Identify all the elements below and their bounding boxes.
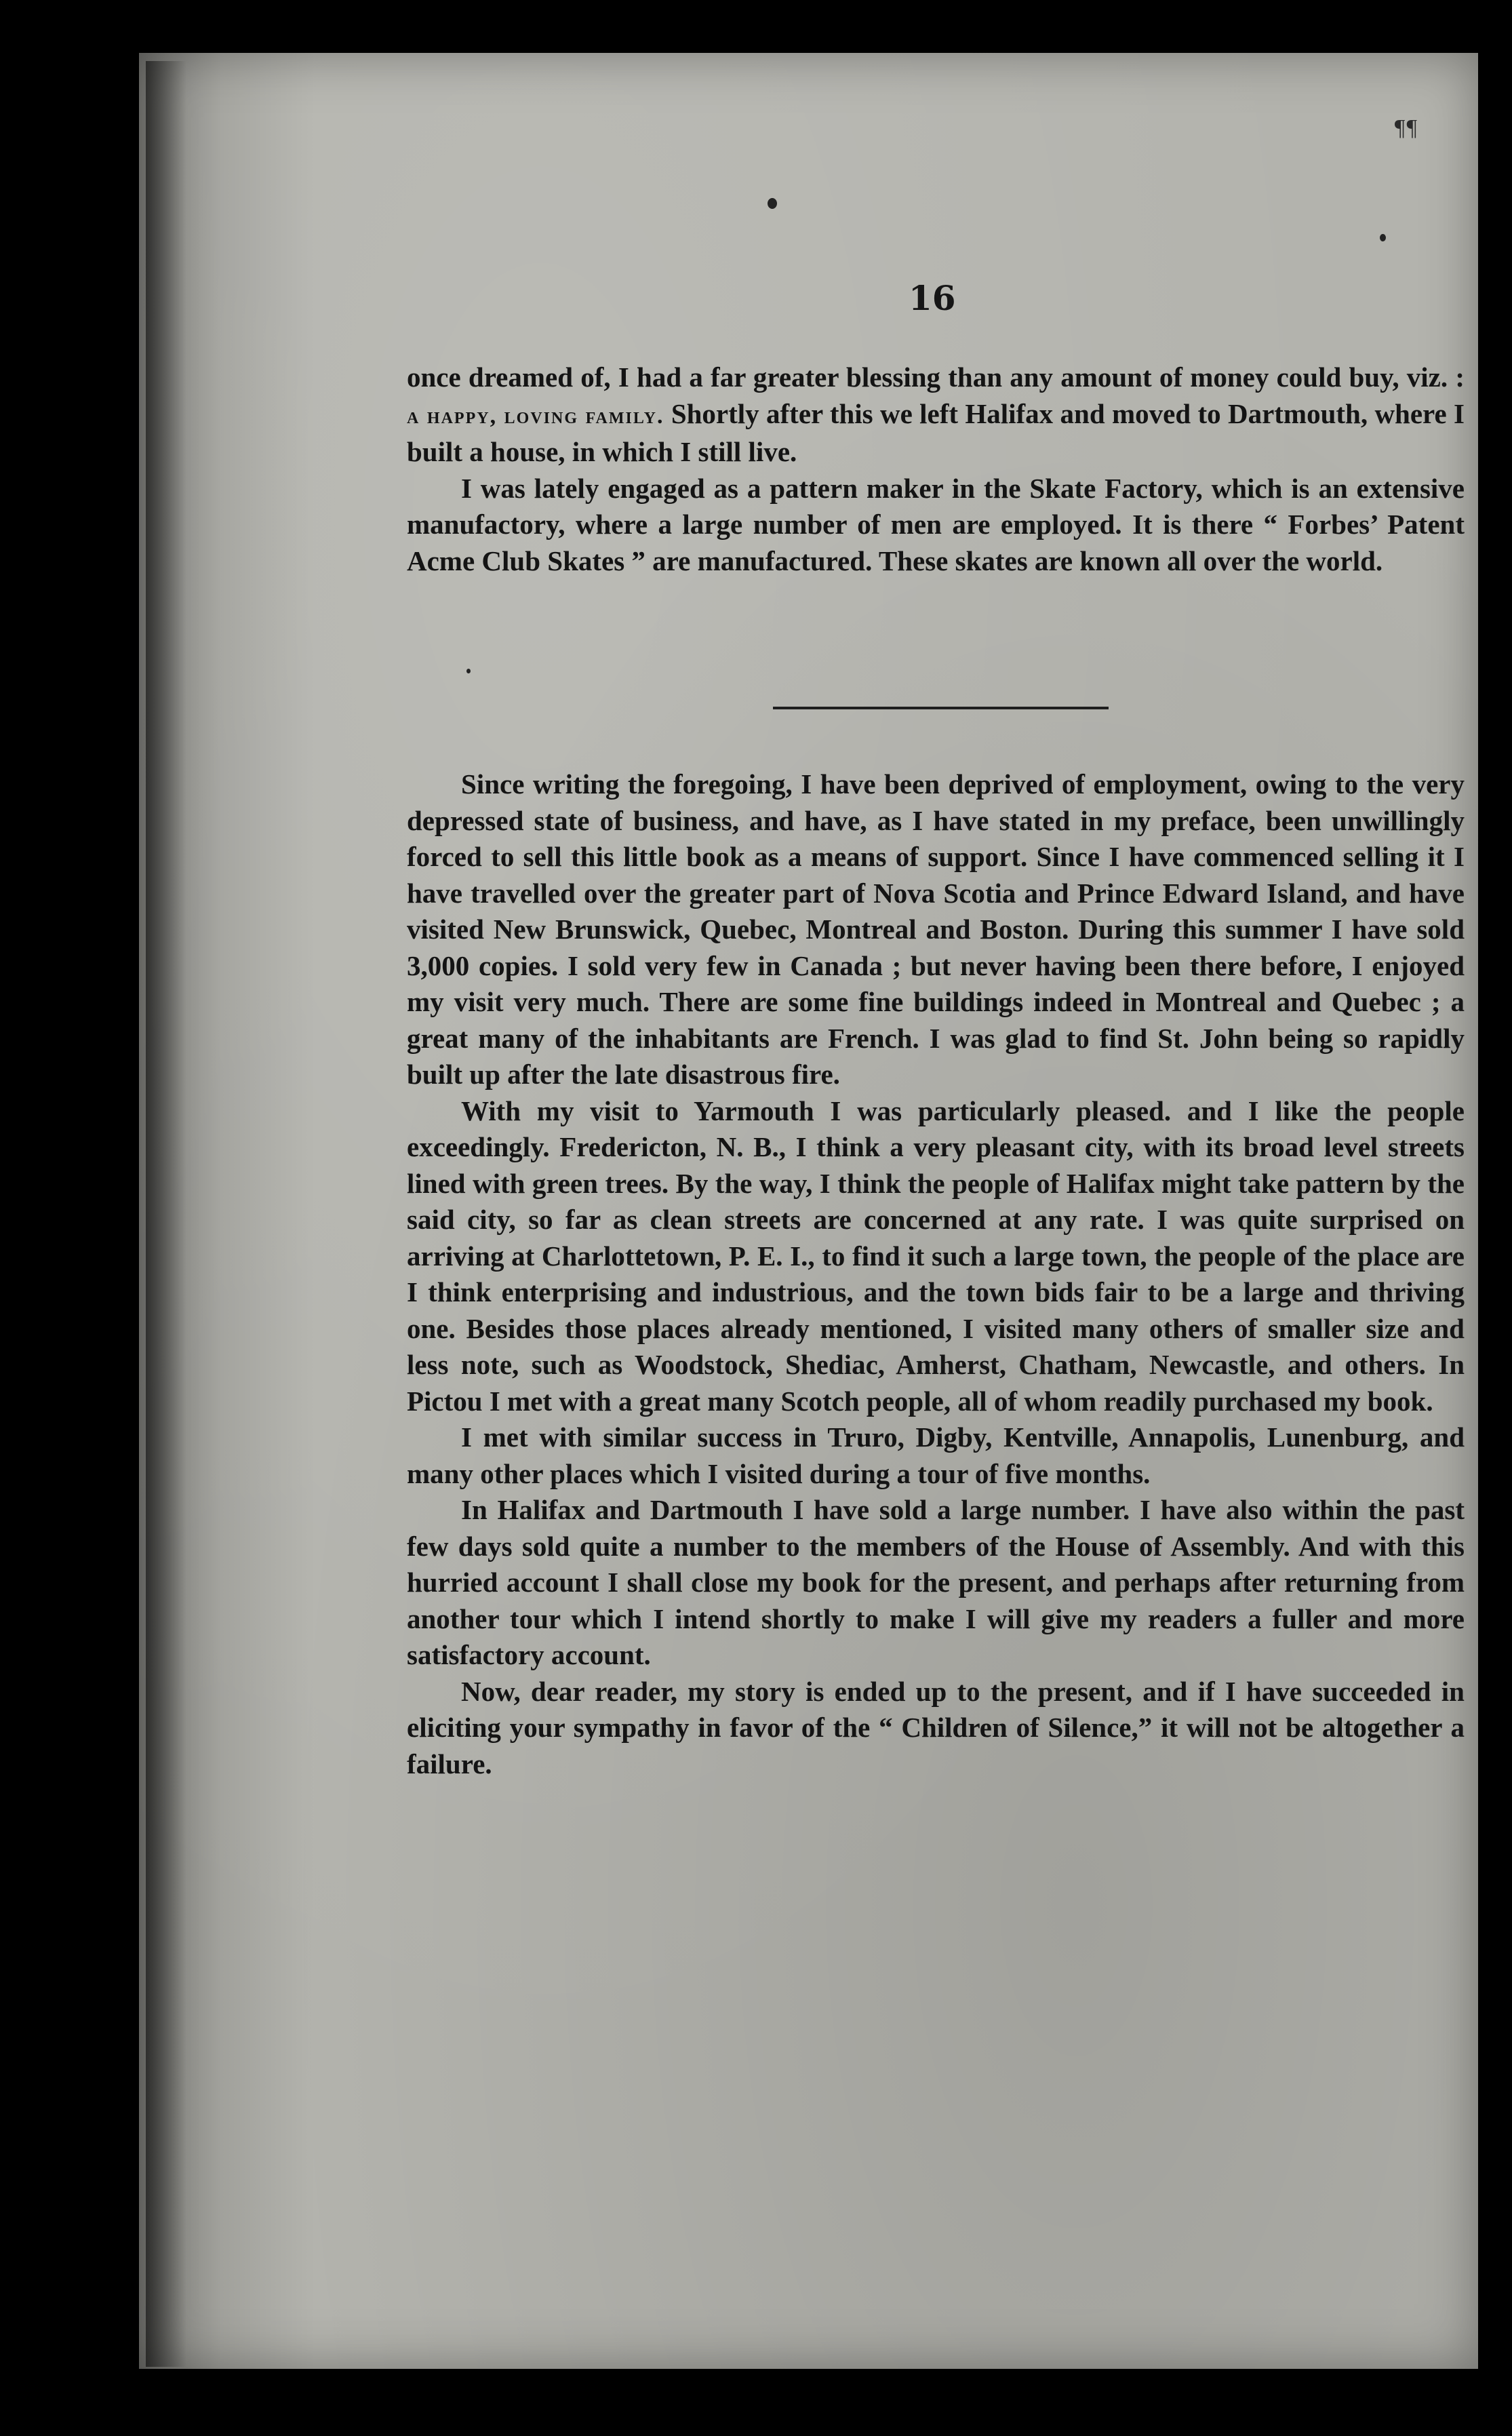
corner-mark: ¶¶ — [1393, 115, 1418, 140]
paragraph-text: Shortly after this we left Halifax and moved to Dartmouth, where I built a house, in which I still live. — [407, 397, 1465, 467]
paragraph-text: once dreamed of, I had a far greater blessing than any amount of money could buy, viz. : — [407, 361, 1465, 393]
page-number: 16 — [909, 278, 956, 318]
ink-speck — [1380, 234, 1386, 241]
bottom-text-block — [407, 766, 1465, 1782]
paragraph: With my visit to Yarmouth I was particularly pleased. and I like the people exceedingly. Fredericton, N. B., I think a very pleasant city, with its broad level streets lined with green trees. By the way, I think the people of Halifax might take pattern by the said city, so far as clean streets are concerned at any rate. I was quite surprised on arriving at Charlottetown, P. E. I., to find it such a large town, the people of the place are I think enterprising and industrious, and the town bids fair to be a large and thriving one. Besides those places already mentioned, I visited many others of smaller size and less note, such as Woodstock, Shediac, Amherst, Chatham, Newcastle, and others. In Pictou I met with a great many Scotch people, all of whom readily purchased my book. — [407, 1095, 1465, 1417]
paragraph: I met with similar success in Truro, Digby, Kentville, Annapolis, Lunenburg, and many other places which I visited during a tour of five months. — [407, 1421, 1465, 1489]
emphasis-text: a happy, loving family. — [407, 403, 664, 429]
top-text-block — [407, 359, 1465, 579]
section-divider — [773, 707, 1109, 709]
paragraph: Now, dear reader, my story is ended up to the present, and if I have succeeded in eliciting your sympathy in favor of the “ Children of Silence,” it will not be altogether a failure. — [407, 1675, 1465, 1780]
continued-paragraph — [407, 359, 1465, 471]
ink-speck — [768, 198, 777, 209]
spine-shadow — [146, 61, 186, 2367]
paragraph: I was lately engaged as a pattern maker in the Skate Factory, which is an extensive manufactory, where a large number of men are employed. It is there “ Forbes’ Patent Acme Club Skates ” are manufactured. These skates are known all over the world. — [407, 472, 1465, 576]
ink-speck — [466, 669, 471, 673]
paragraph: Since writing the foregoing, I have been deprived of employment, owing to the very depressed state of business, and have, as I have stated in my preface, been unwillingly forced to sell this little book as a means of support. Since I have commenced selling it I have travelled over the greater part of Nova Scotia and Prince Edward Island, and have visited New Brunswick, Quebec, Montreal and Boston. During this summer I have sold 3,000 copies. I sold very few in Canada ; but never having been there before, I enjoyed my visit very much. There are some fine buildings indeed in Montreal and Quebec ; a great many of the inhabitants are French. I was glad to find St. John being so rapidly built up after the late disastrous fire. — [407, 768, 1465, 1090]
paragraph: In Halifax and Dartmouth I have sold a large number. I have also within the past few days sold quite a number to the members of the House of Assembly. And with this hurried account I shall close my book for the present, and perhaps after returning from another tour which I intend shortly to make I will give my readers a fuller and more satisfactory account. — [407, 1494, 1465, 1670]
